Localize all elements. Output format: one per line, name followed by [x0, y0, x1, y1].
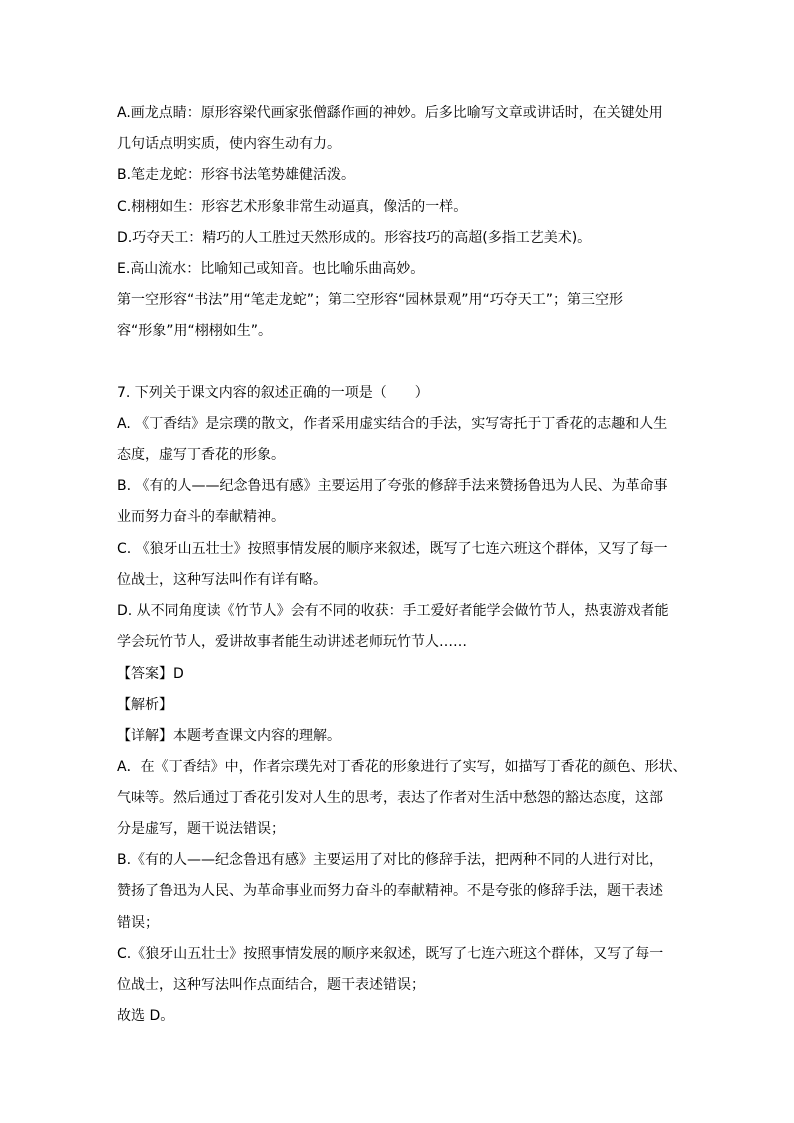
option-d-line-1: D. 从不同角度读《竹节人》会有不同的收获：手工爱好者能学会做竹节人，热衷游戏者能 [117, 603, 669, 619]
option-a-line-1: A. 《丁香结》是宗璞的散文，作者采用虚实结合的手法，实写寄托于丁香花的志趣和人生 [117, 416, 668, 432]
summary-line-2: 容“形象”用“栩栩如生”。 [117, 323, 273, 339]
explanation-c-line-2: 位战士，这种写法叫作点面结合，题干表述错误； [117, 977, 425, 993]
question-7-stem: 7. 下列关于课文内容的叙述正确的一项是（ ） [117, 385, 429, 401]
answer: 【答案】D [117, 666, 184, 682]
analysis-heading: 【解析】 [117, 697, 173, 713]
idiom-a-line-2: 几句话点明实质，使内容生动有力。 [117, 136, 341, 152]
idiom-d: D.巧夺天工：精巧的人工胜过天然形成的。形容技巧的高超(多指工艺美术)。 [117, 230, 592, 246]
summary-line-1: 第一空形容“书法”用“笔走龙蛇”；第二空形容“园林景观”用“巧夺天工”；第三空形 [117, 292, 624, 308]
option-b-line-2: 业而努力奋斗的奉献精神。 [117, 509, 285, 525]
explanation-a-line-1: A．在《丁香结》中，作者宗璞先对丁香花的形象进行了实写，如描写丁香花的颜色、形状、 [117, 759, 687, 775]
option-d-line-2: 学会玩竹节人，爱讲故事者能生动讲述老师玩竹节人…… [117, 634, 467, 650]
idiom-a-line-1: A.画龙点睛：原形容梁代画家张僧繇作画的神妙。后多比喻写文章或讲话时，在关键处用 [117, 105, 663, 121]
idiom-b: B.笔走龙蛇：形容书法笔势雄健活泼。 [117, 167, 356, 183]
explanation-c-line-1: C.《狼牙山五壮士》按照事情发展的顺序来叙述，既写了七连六班这个群体，又写了每一 [117, 946, 664, 962]
explanation-a-line-2: 气味等。然后通过丁香花引发对人生的思考，表达了作者对生活中愁怨的豁达态度，这部 [117, 790, 663, 806]
idiom-c: C.栩栩如生：形容艺术形象非常生动逼真，像活的一样。 [117, 199, 468, 215]
conclusion: 故选 D。 [117, 1008, 175, 1024]
option-c-line-1: C. 《狼牙山五壮士》按照事情发展的顺序来叙述，既写了七连六班这个群体，又写了每一 [117, 541, 668, 557]
detail-heading: 【详解】本题考查课文内容的理解。 [117, 728, 341, 744]
idiom-e: E.高山流水：比喻知己或知音。也比喻乐曲高妙。 [117, 261, 425, 277]
explanation-b-line-3: 错误； [117, 915, 159, 931]
option-b-line-1: B. 《有的人——纪念鲁迅有感》主要运用了夸张的修辞手法来赞扬鲁迅为人民、为革命事 [117, 478, 668, 494]
explanation-b-line-1: B.《有的人——纪念鲁迅有感》主要运用了对比的修辞手法，把两种不同的人进行对比， [117, 852, 664, 868]
option-a-line-2: 态度，虚写丁香花的形象。 [117, 447, 285, 463]
explanation-a-line-3: 分是虚写，题干说法错误； [117, 821, 285, 837]
option-c-line-2: 位战士，这种写法叫作有详有略。 [117, 572, 327, 588]
explanation-b-line-2: 赞扬了鲁迅为人民、为革命事业而努力奋斗的奉献精神。不是夸张的修辞手法，题干表述 [117, 883, 663, 899]
